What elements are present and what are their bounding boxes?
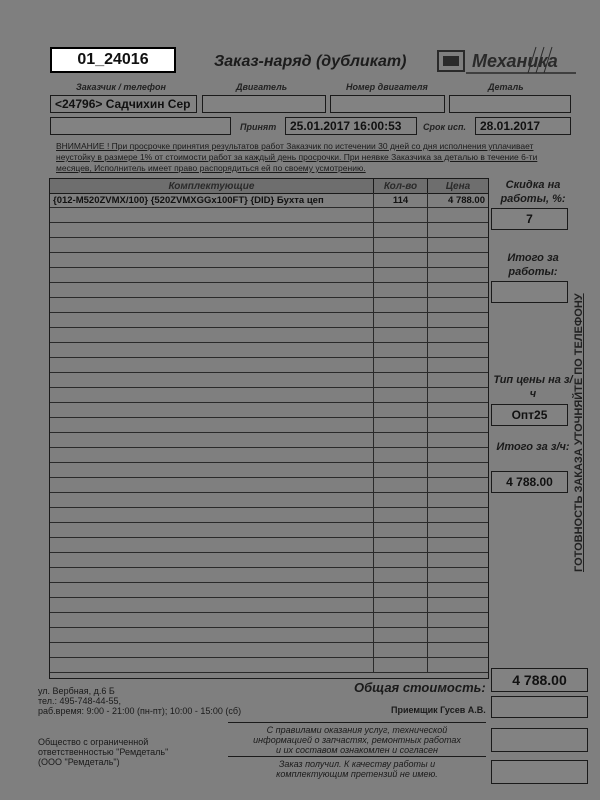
table-cell-qty	[374, 343, 428, 358]
engine-field	[202, 95, 326, 113]
table-cell-price	[428, 628, 488, 643]
table-cell-parts	[50, 373, 374, 388]
table-cell-qty	[374, 403, 428, 418]
address: ул. Вербная, д.6 Б тел.: 495-748-44-55, раб.время: 9:00 - 21:00 (пн-пт); 10:00 - 15:00 (сб)	[38, 686, 242, 716]
table-cell-qty	[374, 598, 428, 613]
table-cell-parts	[50, 658, 374, 673]
total-label: Общая стоимость:	[354, 680, 486, 695]
table-row	[50, 448, 488, 463]
table-cell-qty	[374, 613, 428, 628]
table-cell-price	[428, 553, 488, 568]
table-cell-parts	[50, 208, 374, 223]
table-cell-price	[428, 583, 488, 598]
table-cell-price	[428, 268, 488, 283]
table-cell-qty	[374, 433, 428, 448]
table-cell-parts	[50, 238, 374, 253]
customer-field: <24796> Садчихин Сер	[50, 95, 197, 113]
document-title: Заказ-наряд (дубликат)	[214, 53, 407, 70]
table-cell-parts	[50, 463, 374, 478]
table-cell-price	[428, 538, 488, 553]
table-cell-parts	[50, 598, 374, 613]
table-cell-parts	[50, 403, 374, 418]
table-cell-parts	[50, 628, 374, 643]
table-row	[50, 223, 488, 238]
table-row	[50, 523, 488, 538]
table-cell-qty	[374, 223, 428, 238]
table-cell-parts	[50, 613, 374, 628]
column-header-qty: Кол-во	[374, 179, 428, 193]
table-cell-price	[428, 253, 488, 268]
extra-field	[50, 117, 231, 135]
table-row	[50, 283, 488, 298]
agreement-note: С правилами оказания услуг, технической информацией о запчастях, ремонтных работах и их составом ознакомлен и согласен	[253, 725, 461, 755]
table-cell-parts	[50, 418, 374, 433]
table-row	[50, 583, 488, 598]
table-cell-parts	[50, 268, 374, 283]
table-cell-price	[428, 433, 488, 448]
table-row	[50, 298, 488, 313]
table-cell-price	[428, 313, 488, 328]
table-row	[50, 643, 488, 658]
table-cell-parts	[50, 253, 374, 268]
table-cell-parts	[50, 568, 374, 583]
part-field	[449, 95, 571, 113]
table-cell-parts	[50, 448, 374, 463]
table-row	[50, 553, 488, 568]
table-cell-parts	[50, 643, 374, 658]
table-row	[50, 613, 488, 628]
table-cell-parts: {012-M520ZVMX/100} {520ZVMXGGx100FT} {DID} Бухта цеп	[50, 193, 374, 208]
table-cell-qty	[374, 283, 428, 298]
table-cell-parts	[50, 313, 374, 328]
table-row	[50, 628, 488, 643]
table-row	[50, 343, 488, 358]
table-row	[50, 508, 488, 523]
parts-table	[49, 178, 489, 679]
table-cell-parts	[50, 478, 374, 493]
price-type-field: Опт25	[491, 404, 568, 426]
due-label: Срок исп.	[423, 122, 467, 132]
price-type-label: Тип цены на з/ч	[493, 374, 573, 400]
table-row	[50, 268, 488, 283]
parts-total-field: 4 788.00	[491, 471, 568, 493]
warning-text: ВНИМАНИЕ ! При просрочке принятия результатов работ Заказчик по истечении 30 дней со дня исполнения уплачивает неустойку в размере 1% от стоимости работ за каждый день просрочки. При неявке Заказчика за деталью в течение 6-ти месяцев, Исполнитель имеет право распорядиться ей по своему усмотрению.	[56, 141, 538, 173]
table-cell-qty	[374, 478, 428, 493]
table-cell-price	[428, 328, 488, 343]
table-row	[50, 538, 488, 553]
table-cell-parts	[50, 358, 374, 373]
table-cell-parts	[50, 433, 374, 448]
table-cell-price	[428, 373, 488, 388]
customer-label: Заказчик / телефон	[76, 82, 166, 92]
receipt-note: Заказ получил. К качеству работы и комплектующим претензий не имею.	[276, 759, 438, 779]
table-cell-parts	[50, 223, 374, 238]
table-row	[50, 418, 488, 433]
table-cell-price	[428, 298, 488, 313]
receipt-signature-field	[491, 760, 588, 784]
table-cell-price	[428, 598, 488, 613]
company-name: Общество с ограниченной ответственностью "Ремдеталь" (ООО "Ремдеталь")	[38, 737, 169, 767]
table-cell-qty	[374, 418, 428, 433]
table-cell-qty	[374, 328, 428, 343]
table-cell-price	[428, 568, 488, 583]
table-cell-qty	[374, 658, 428, 673]
parts-total-label: Итого за з/ч:	[496, 441, 570, 453]
table-row	[50, 478, 488, 493]
table-cell-parts	[50, 553, 374, 568]
table-row	[50, 373, 488, 388]
table-cell-qty	[374, 268, 428, 283]
work-total-label: Итого за работы:	[507, 252, 559, 278]
table-row	[50, 433, 488, 448]
table-row	[50, 658, 488, 673]
table-cell-price	[428, 223, 488, 238]
table-cell-parts	[50, 343, 374, 358]
table-cell-price	[428, 388, 488, 403]
table-cell-price	[428, 358, 488, 373]
receiver-name: Приемщик Гусев А.В.	[391, 705, 486, 715]
table-cell-parts	[50, 298, 374, 313]
table-row	[50, 238, 488, 253]
agreement-signature-field	[491, 728, 588, 752]
vertical-note: ГОТОВНОСТЬ ЗАКАЗА УТОЧНЯЙТЕ ПО ТЕЛЕФОНУ	[573, 293, 585, 572]
table-cell-parts	[50, 508, 374, 523]
table-cell-qty	[374, 208, 428, 223]
total-field: 4 788.00	[491, 668, 588, 692]
table-cell-qty: 114	[374, 193, 428, 208]
accepted-date-field: 25.01.2017 16:00:53	[285, 117, 417, 135]
table-cell-qty	[374, 493, 428, 508]
table-cell-price	[428, 238, 488, 253]
table-cell-parts	[50, 388, 374, 403]
table-cell-qty	[374, 538, 428, 553]
table-cell-parts	[50, 493, 374, 508]
divider	[228, 722, 486, 723]
table-cell-price	[428, 658, 488, 673]
table-cell-qty	[374, 253, 428, 268]
engine-number-label: Номер двигателя	[346, 82, 428, 92]
table-cell-parts	[50, 538, 374, 553]
engine-label: Двигатель	[236, 82, 288, 92]
table-row	[50, 358, 488, 373]
table-cell-qty	[374, 508, 428, 523]
table-row	[50, 493, 488, 508]
table-cell-qty	[374, 553, 428, 568]
discount-label: Скидка на работы, %:	[500, 179, 566, 205]
table-cell-price	[428, 403, 488, 418]
table-cell-price	[428, 208, 488, 223]
company-logo	[436, 45, 578, 75]
engine-number-field	[330, 95, 445, 113]
divider	[228, 756, 486, 757]
table-cell-qty	[374, 238, 428, 253]
table-cell-qty	[374, 643, 428, 658]
due-date-field: 28.01.2017	[475, 117, 571, 135]
table-cell-qty	[374, 463, 428, 478]
table-row	[50, 568, 488, 583]
table-cell-price: 4 788.00	[448, 195, 485, 206]
table-cell-qty	[374, 583, 428, 598]
table-cell-qty	[374, 523, 428, 538]
table-cell-price	[428, 283, 488, 298]
column-header-parts: Комплектующие	[50, 179, 374, 193]
column-header-price: Цена	[445, 180, 471, 192]
table-cell-price	[428, 343, 488, 358]
table-cell-parts	[50, 328, 374, 343]
part-label: Деталь	[488, 82, 524, 92]
order-number: 01_24016	[50, 47, 176, 73]
logo-text: Механика	[472, 51, 558, 71]
table-cell-parts	[50, 283, 374, 298]
table-cell-price	[428, 478, 488, 493]
table-cell-price	[428, 418, 488, 433]
table-cell-price	[428, 463, 488, 478]
table-row	[50, 388, 488, 403]
table-header	[50, 179, 488, 194]
table-cell-qty	[374, 313, 428, 328]
table-cell-parts	[50, 583, 374, 598]
discount-field: 7	[491, 208, 568, 230]
table-cell-qty	[374, 448, 428, 463]
receiver-signature-field	[491, 696, 588, 718]
table-row	[50, 208, 488, 223]
table-cell-price	[428, 643, 488, 658]
table-cell-qty	[374, 358, 428, 373]
table-cell-qty	[374, 628, 428, 643]
table-cell-qty	[374, 373, 428, 388]
table-cell-price	[428, 523, 488, 538]
table-row	[50, 403, 488, 418]
table-cell-price	[428, 448, 488, 463]
table-row	[50, 328, 488, 343]
table-cell-price	[428, 613, 488, 628]
table-cell-price	[428, 508, 488, 523]
table-row	[50, 313, 488, 328]
table-row	[50, 598, 488, 613]
table-cell-qty	[374, 568, 428, 583]
table-cell-price	[428, 493, 488, 508]
table-row	[50, 463, 488, 478]
table-cell-parts	[50, 523, 374, 538]
work-total-field	[491, 281, 568, 303]
table-row	[50, 193, 488, 208]
table-row	[50, 253, 488, 268]
table-cell-qty	[374, 388, 428, 403]
accepted-label: Принят	[240, 122, 277, 132]
table-cell-qty	[374, 298, 428, 313]
